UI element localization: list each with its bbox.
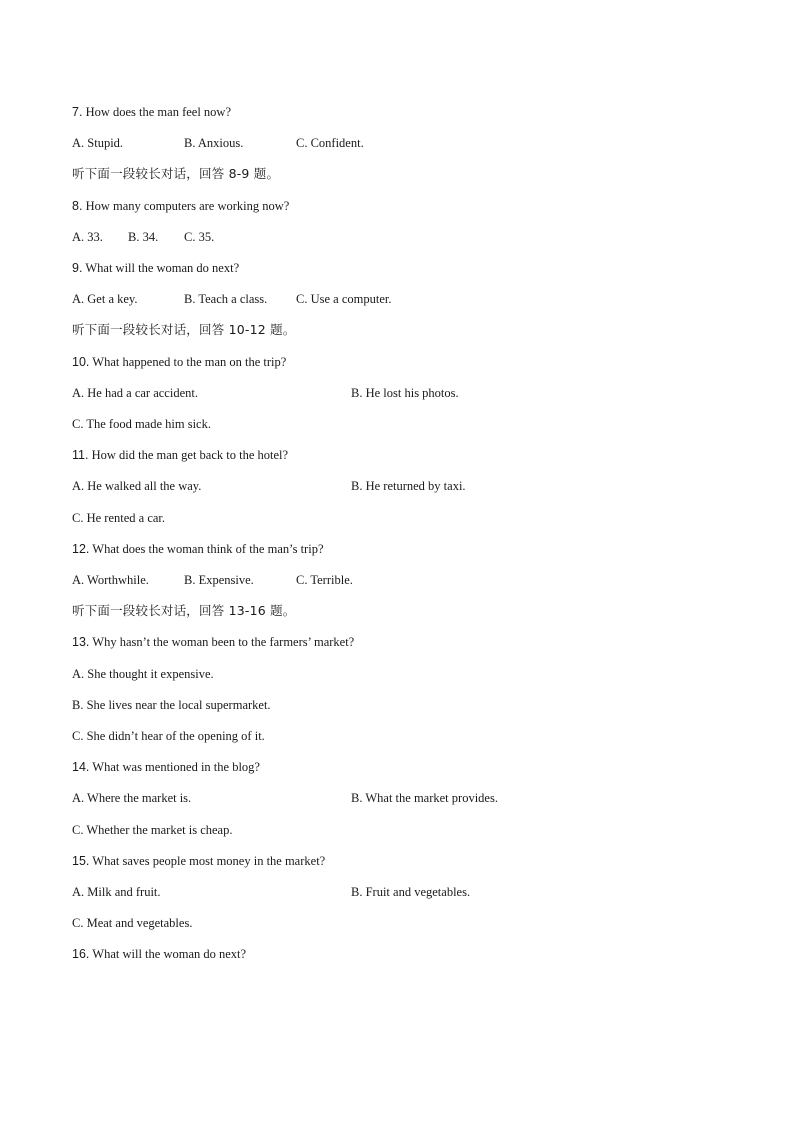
option-a: C. Meat and vegetables. <box>72 916 193 930</box>
question-number: 7. <box>72 105 83 119</box>
question-text: What will the woman do next? <box>92 947 247 961</box>
option-c: C. Terrible. <box>296 573 353 587</box>
question-number: 16. <box>72 947 90 961</box>
option-b: B. Expensive. <box>184 573 254 587</box>
question-number: 13. <box>72 635 90 649</box>
option-c: C. Confident. <box>296 136 364 150</box>
option-a: A. Milk and fruit. <box>72 885 161 899</box>
option-b: B. Fruit and vegetables. <box>351 885 471 899</box>
options-row <box>72 571 722 589</box>
section-instruction: 听下面一段较长对话，回答 10-12 题。 <box>72 322 296 337</box>
question-number: 8. <box>72 199 83 213</box>
options-row <box>72 914 722 932</box>
question-number: 15. <box>72 854 90 868</box>
option-c: C. 35. <box>184 230 215 244</box>
options-row <box>72 727 722 745</box>
question-line <box>72 446 288 464</box>
option-a: C. He rented a car. <box>72 511 166 525</box>
option-a: A. Where the market is. <box>72 791 192 805</box>
option-a: C. She didn’t hear of the opening of it. <box>72 729 265 743</box>
option-a: A. Get a key. <box>72 292 138 306</box>
option-b: B. Teach a class. <box>184 292 268 306</box>
option-a: C. Whether the market is cheap. <box>72 823 233 837</box>
options-row <box>72 228 722 246</box>
option-a: A. He had a car accident. <box>72 386 198 400</box>
option-a: A. He walked all the way. <box>72 479 202 493</box>
question-text: What was mentioned in the blog? <box>92 760 260 774</box>
options-row <box>72 134 722 152</box>
question-number: 12. <box>72 542 90 556</box>
option-a: A. Worthwhile. <box>72 573 149 587</box>
options-row <box>72 415 722 433</box>
options-row <box>72 384 722 402</box>
option-a: C. The food made him sick. <box>72 417 211 431</box>
section-instruction: 听下面一段较长对话，回答 8-9 题。 <box>72 166 280 181</box>
question-line <box>72 197 289 215</box>
options-row <box>72 789 722 807</box>
question-number: 14. <box>72 760 90 774</box>
question-text: What will the woman do next? <box>85 261 240 275</box>
option-c: C. Use a computer. <box>296 292 392 306</box>
options-row <box>72 477 722 495</box>
section-instruction: 听下面一段较长对话，回答 13-16 题。 <box>72 603 296 618</box>
options-row <box>72 883 722 901</box>
question-text: How many computers are working now? <box>85 199 290 213</box>
question-line <box>72 852 325 870</box>
question-text: What happened to the man on the trip? <box>92 355 287 369</box>
option-a: B. She lives near the local supermarket. <box>72 698 271 712</box>
question-text: What does the woman think of the man’s trip? <box>92 542 324 556</box>
question-line <box>72 540 324 558</box>
option-a: A. Stupid. <box>72 136 124 150</box>
options-row <box>72 290 722 308</box>
question-line <box>72 758 260 776</box>
option-b: B. He returned by taxi. <box>351 479 466 493</box>
option-b: B. He lost his photos. <box>351 386 459 400</box>
question-line <box>72 945 246 963</box>
options-row <box>72 696 722 714</box>
question-number: 11. <box>72 448 89 462</box>
option-a: A. She thought it expensive. <box>72 667 214 681</box>
option-b: B. What the market provides. <box>351 791 498 805</box>
option-a: A. 33. <box>72 230 103 244</box>
question-text: How does the man feel now? <box>85 105 232 119</box>
question-number: 9. <box>72 261 83 275</box>
options-row <box>72 821 722 839</box>
options-row <box>72 509 722 527</box>
question-text: What saves people most money in the market? <box>92 854 326 868</box>
question-line <box>72 103 231 121</box>
question-number: 10. <box>72 355 90 369</box>
question-line <box>72 353 286 371</box>
question-line <box>72 259 239 277</box>
question-text: How did the man get back to the hotel? <box>91 448 289 462</box>
question-text: Why hasn’t the woman been to the farmers’ market? <box>92 635 355 649</box>
option-b: B. 34. <box>128 230 159 244</box>
question-line <box>72 633 354 651</box>
options-row <box>72 665 722 683</box>
option-b: B. Anxious. <box>184 136 244 150</box>
